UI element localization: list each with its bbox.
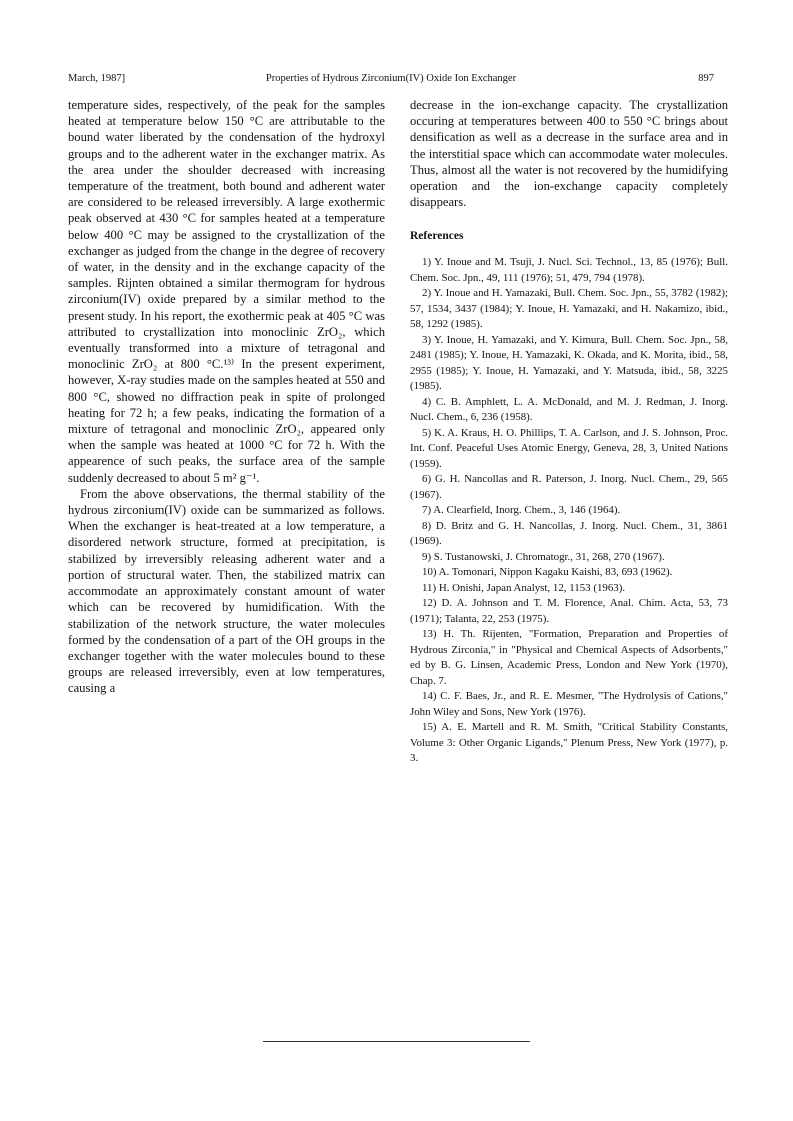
body-paragraph: decrease in the ion-exchange capacity. The crystallization occuring at temperatures between 400 to 550 °C brings about densification as well as a decrease in the surface area and in the interstitial space which can accommodate water molecules. Thus, almost all the water is not recovered by the humidifying operation and the ion-exchange capacity completely disappears.: [410, 98, 728, 210]
references-heading: References: [410, 230, 464, 243]
reference-item: 13) H. Th. Rijenten, "Formation, Preparation and Properties of Hydrous Zirconia," in "Physical and Chemical Aspects of Adsorbents," ed by B. G. Linsen, Academic Press, London and New York (1970), Chap. 7.: [410, 628, 728, 687]
reference-item: 11) H. Onishi, Japan Analyst, 12, 1153 (1963).: [422, 581, 626, 594]
right-column: [410, 97, 728, 767]
reference-item: 8) D. Britz and G. H. Nancollas, J. Inorg. Nucl. Chem., 31, 3861 (1969).: [410, 519, 728, 548]
end-of-article-rule: [263, 1041, 530, 1042]
body-paragraph: From the above observations, the thermal stability of the hydrous zirconium(IV) oxide can be summarized as follows. When the exchanger is heat-treated at a low temperature, a disordered network structure, formed at precipitation, is stabilized by irreversibly releasing adherent water and a portion of structural water. Then, the stabilized matrix can accommodate an approximately constant amount of water which can be recovered by humidification. With the stabilization of the network structure, the water molecules formed by the condensation of a part of the OH groups in the exchanger together with the water molecules bound to these groups are released irreversibly, even at low temperatures, causing a: [68, 486, 385, 696]
reference-item: 9) S. Tustanowski, J. Chromatogr., 31, 268, 270 (1967).: [422, 550, 665, 563]
reference-item: 2) Y. Inoue and H. Yamazaki, Bull. Chem. Soc. Jpn., 55, 3782 (1982); 57, 1534, 3437 (1984); Y. Inoue, H. Yamazaki, and H. Nakamizo, ibid., 58, 1292 (1985).: [410, 287, 728, 331]
body-paragraph: temperature sides, respectively, of the peak for the samples heated at temperature below 150 °C are attributable to the bound water liberated by the condensation of the hydroxyl groups and to the adherent water in the exchanger matrix. As the area under the shoulder decreased with increasing temperature of the treatment, both bound and adherent water are considered to be released irreversibly. A large exothermic peak observed at 430 °C for samples heated at a temperature below 400 °C may be assigned to the crystallization of the exchanger as judged from the change in the degree of recovery of water, in the density and in the exchange capacity of the samples. Rijnten obtained a similar thermogram for hydrous zirconium(IV) oxide prepared by a similar method to the present study. In his report, the exothermic peak at 405 °C was attributed to crystallization into monoclinic ZrO₂, which eventually transformed into a mixture of tetragonal and monoclinic ZrO₂ at 800 °C.¹³⁾ In the present experiment, however, X-ray studies made on the samples heated at 550 and 800 °C, showed no diffraction peak in spite of prolonged heating for 72 h; a few peaks, indicating the formation of a mixture of tetragonal and monoclinic ZrO₂, appeared only when the sample was heated at 1000 °C for 72 h. With the appearence of such peaks, the surface area of the sample suddenly decreased to about 5 m² g⁻¹.: [68, 98, 385, 485]
reference-item: 3) Y. Inoue, H. Yamazaki, and Y. Kimura, Bull. Chem. Soc. Jpn., 58, 2481 (1985); Y. Inoue, H. Yamazaki, K. Okada, and K. Morita, ibid., 58, 2955 (1985); Y. Inoue, H. Yamazaki, and Y. Matsuda, ibid., 58, 3225 (1985).: [410, 333, 728, 393]
running-head: [68, 72, 714, 86]
reference-item: 10) A. Tomonari, Nippon Kagaku Kaishi, 83, 693 (1962).: [422, 566, 673, 579]
reference-item: 7) A. Clearfield, Inorg. Chem., 3, 146 (1964).: [422, 504, 621, 517]
running-title: Properties of Hydrous Zirconium(IV) Oxide Ion Exchanger: [265, 73, 517, 84]
reference-item: 1) Y. Inoue and M. Tsuji, J. Nucl. Sci. Technol., 13, 85 (1976); Bull. Chem. Soc. Jpn., 49, 111 (1976); 51, 479, 794 (1978).: [410, 256, 728, 284]
reference-item: 6) G. H. Nancollas and R. Paterson, J. Inorg. Nucl. Chem., 29, 565 (1967).: [410, 473, 728, 501]
reference-item: 4) C. B. Amphlett, L. A. McDonald, and M. J. Redman, J. Inorg. Nucl. Chem., 6, 236 (1958).: [410, 395, 728, 424]
reference-list: [410, 255, 728, 767]
issue-date: March, 1987]: [68, 73, 126, 84]
reference-item: 14) C. F. Baes, Jr., and R. E. Mesmer, "The Hydrolysis of Cations," John Wiley and Sons, New York (1976).: [410, 690, 728, 718]
reference-item: 12) D. A. Johnson and T. M. Florence, Anal. Chim. Acta, 53, 73 (1971); Talanta, 22, 253 (1975).: [410, 597, 728, 625]
reference-item: 5) K. A. Kraus, H. O. Phillips, T. A. Carlson, and J. S. Johnson, Proc. Int. Conf. Peaceful Uses Atomic Energy, Geneva, 28, 3, United Nations (1959).: [410, 426, 728, 470]
reference-item: 15) A. E. Martell and R. M. Smith, "Critical Stability Constants, Volume 3: Other Organic Ligands," Plenum Press, New York (1977), p. 3.: [410, 721, 728, 765]
page-number: 897: [698, 73, 714, 84]
left-column: [68, 97, 385, 697]
